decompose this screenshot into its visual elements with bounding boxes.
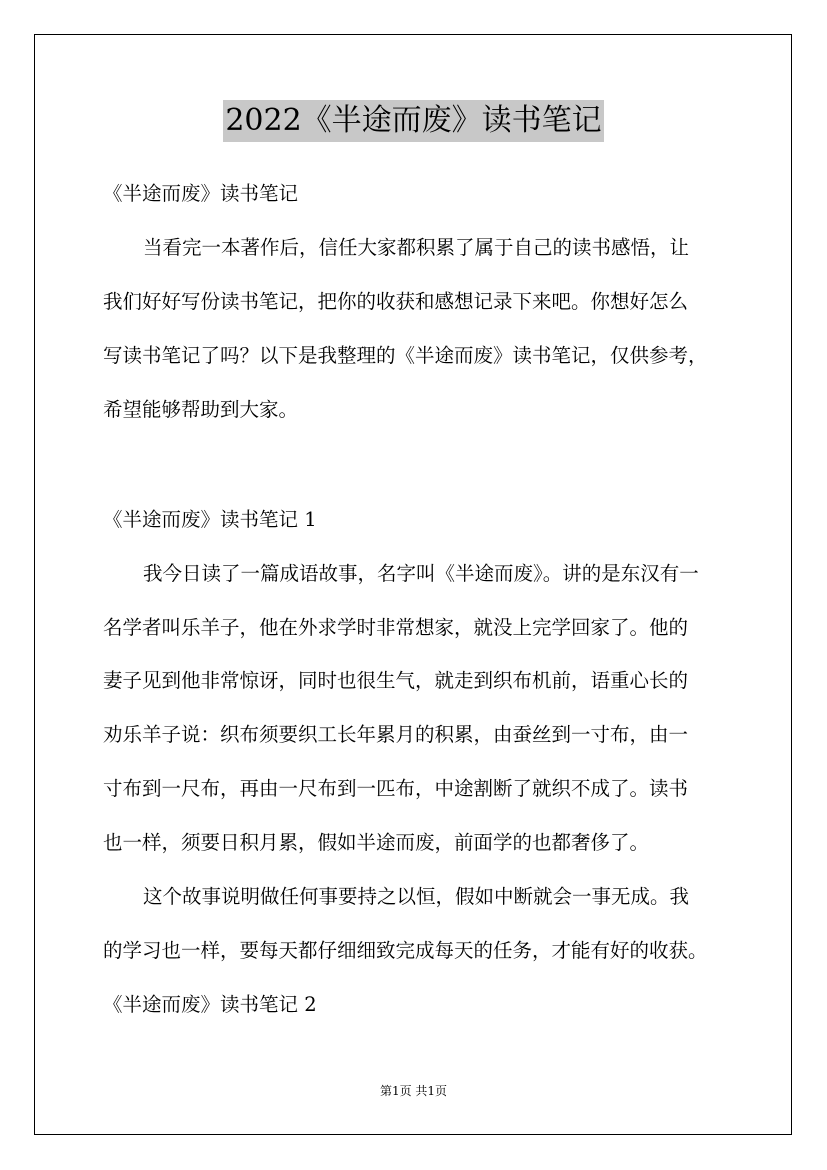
document-title: 2022《半途而废》读书笔记 [223,100,603,142]
section-heading-1: 《半途而废》读书笔记 1 [103,508,317,531]
paragraph-line: 劝乐羊子说：织布须要织工长年累月的积累，由蚕丝到一寸布，由一 [103,723,689,746]
paragraph-line: 我今日读了一篇成语故事，名字叫《半途而废》。讲的是东汉有一 [143,562,699,585]
paragraph-line: 这个故事说明做任何事要持之以恒，假如中断就会一事无成。我 [143,885,690,908]
subtitle: 《半途而废》读书笔记 [103,182,299,205]
paragraph-line: 希望能够帮助到大家。 [103,398,299,421]
paragraph-line: 当看完一本著作后，信任大家都积累了属于自己的读书感悟，让 [143,236,690,259]
paragraph-line: 写读书笔记了吗？以下是我整理的《半途而废》读书笔记，仅供参考， [103,344,708,367]
section-heading-2: 《半途而废》读书笔记 2 [103,993,317,1016]
paragraph-line: 也一样，须要日积月累，假如半途而废，前面学的也都奢侈了。 [103,831,650,854]
title-container [0,100,827,142]
paragraph-line: 的学习也一样，要每天都仔细细致完成每天的任务，才能有好的收获。 [103,939,708,962]
paragraph-line: 名学者叫乐羊子，他在外求学时非常想家，就没上完学回家了。他的 [103,616,689,639]
paragraph-line: 我们好好写份读书笔记，把你的收获和感想记录下来吧。你想好怎么 [103,290,689,313]
paragraph-line: 寸布到一尺布，再由一尺布到一匹布，中途割断了就织不成了。读书 [103,777,689,800]
paragraph-line: 妻子见到他非常惊讶，同时也很生气，就走到织布机前，语重心长的 [103,669,689,692]
page-footer: 第1页 共1页 [379,1084,448,1098]
